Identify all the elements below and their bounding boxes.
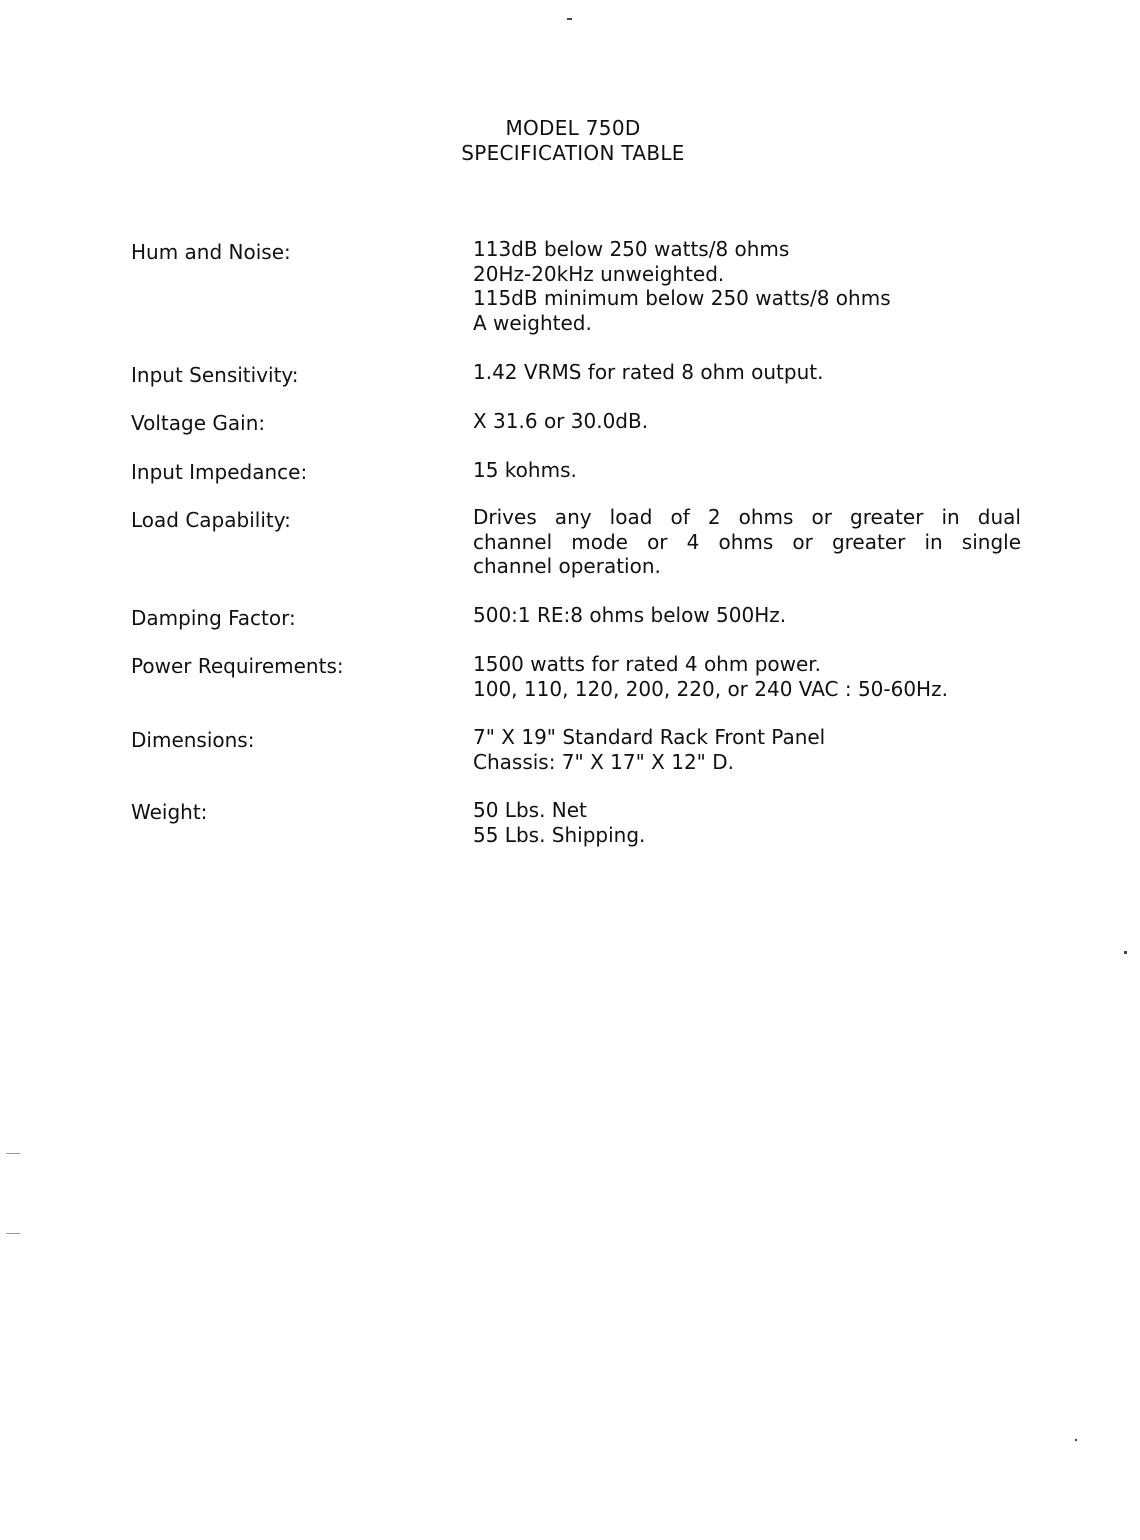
spec-value-line: 20Hz-20kHz unweighted. [473,261,725,286]
spec-value [473,798,1021,847]
spec-value-line: 50 Lbs. Net [473,798,587,822]
spec-value-line: 55 Lbs. Shipping. [473,822,646,847]
document-title [0,116,1140,166]
spec-label: Input Sensitivity: [131,363,299,387]
spec-label: Damping Factor: [131,606,296,630]
spec-label: Voltage Gain: [131,411,266,435]
spec-value [473,652,1021,701]
spec-value-line: 7" X 19" Standard Rack Front Panel [473,725,826,749]
spec-value-line: 115dB minimum below 250 watts/8 ohms [473,286,891,310]
spec-value-line: X 31.6 or 30.0dB. [473,409,649,433]
spec-value [473,458,1021,483]
spec-value-line: Chassis: 7" X 17" X 12" D. [473,749,734,774]
title-model: MODEL 750D [505,116,641,140]
spec-value-line: channel mode or 4 ohms or greater in single [473,529,1021,554]
spec-value [473,237,1021,335]
scan-margin-mark [6,1153,20,1154]
spec-label: Hum and Noise: [131,240,291,264]
spec-label: Power Requirements: [131,654,344,678]
spec-value-line: 1.42 VRMS for rated 8 ohm output. [473,360,824,384]
spec-value [473,505,1021,579]
spec-value-line: 113dB below 250 watts/8 ohms [473,237,790,261]
spec-label: Input Impedance: [131,460,308,484]
spec-value-line: A weighted. [473,310,592,335]
title-spec-table: SPECIFICATION TABLE [461,141,685,165]
spec-value [473,409,1021,434]
spec-value-line: 100, 110, 120, 200, 220, or 240 VAC : 50-60Hz. [473,676,948,701]
spec-label: Load Capability: [131,508,291,532]
spec-value [473,725,1021,774]
spec-value [473,360,1021,385]
spec-value-line: 1500 watts for rated 4 ohm power. [473,652,822,676]
spec-value-line: channel operation. [473,554,661,578]
scan-speck [1075,1439,1077,1441]
spec-value-line: Drives any load of 2 ohms or greater in dual [473,505,1021,529]
scan-margin-mark [6,1233,20,1234]
scan-speck [567,18,572,20]
spec-value-line: 15 kohms. [473,458,577,482]
scan-speck [1124,951,1127,954]
spec-value-line: 500:1 RE:8 ohms below 500Hz. [473,603,787,627]
spec-label: Weight: [131,800,208,824]
spec-label: Dimensions: [131,728,255,752]
spec-value [473,603,1021,628]
